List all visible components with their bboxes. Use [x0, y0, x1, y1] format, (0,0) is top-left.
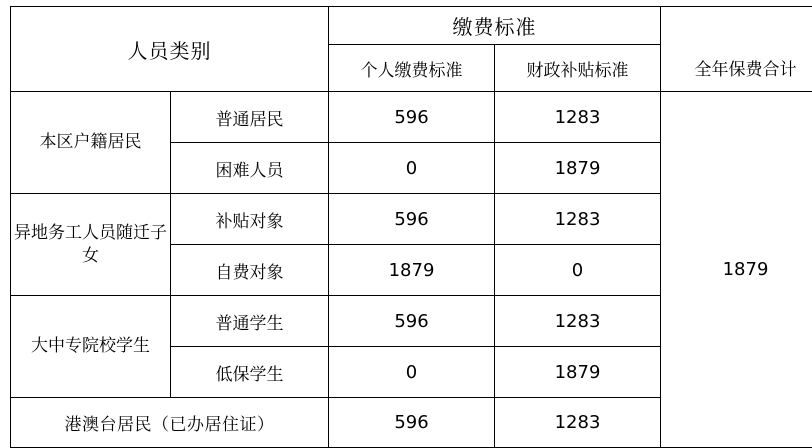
- subcategory-label: 普通学生: [171, 296, 329, 347]
- personal-fee-value: 596: [329, 398, 495, 448]
- annual-total-value: 1879: [661, 92, 812, 448]
- subsidy-fee-value: 1283: [495, 194, 661, 245]
- subcategory-label: 低保学生: [171, 347, 329, 398]
- header-personal-fee: 个人缴费标准: [329, 45, 495, 92]
- subcategory-label: 普通居民: [171, 92, 329, 143]
- subcategory-label: 补贴对象: [171, 194, 329, 245]
- header-annual-total: 全年保费合计: [661, 45, 812, 92]
- header-subsidy-fee: 财政补贴标准: [495, 45, 661, 92]
- category-local-residents: 本区户籍居民: [11, 92, 171, 194]
- header-fee-standard: 缴费标准: [329, 7, 661, 45]
- header-category: 人员类别: [11, 7, 329, 92]
- personal-fee-value: 596: [329, 194, 495, 245]
- personal-fee-value: 1879: [329, 245, 495, 296]
- personal-fee-value: 0: [329, 347, 495, 398]
- personal-fee-value: 596: [329, 92, 495, 143]
- insurance-fee-table: [10, 6, 812, 448]
- subsidy-fee-value: 1879: [495, 143, 661, 194]
- personal-fee-value: 0: [329, 143, 495, 194]
- header-spacer: [661, 7, 812, 45]
- subsidy-fee-value: 1283: [495, 296, 661, 347]
- category-hmt-residents: 港澳台居民（已办居住证）: [11, 398, 329, 448]
- table-header-row-1: [11, 7, 812, 45]
- subsidy-fee-value: 1879: [495, 347, 661, 398]
- subsidy-fee-value: 0: [495, 245, 661, 296]
- subsidy-fee-value: 1283: [495, 92, 661, 143]
- category-migrant-children: 异地务工人员随迁子女: [11, 194, 171, 296]
- document-page: [0, 6, 812, 448]
- subcategory-label: 困难人员: [171, 143, 329, 194]
- personal-fee-value: 596: [329, 296, 495, 347]
- subsidy-fee-value: 1283: [495, 398, 661, 448]
- category-college-students: 大中专院校学生: [11, 296, 171, 398]
- subcategory-label: 自费对象: [171, 245, 329, 296]
- table-row: [11, 92, 812, 143]
